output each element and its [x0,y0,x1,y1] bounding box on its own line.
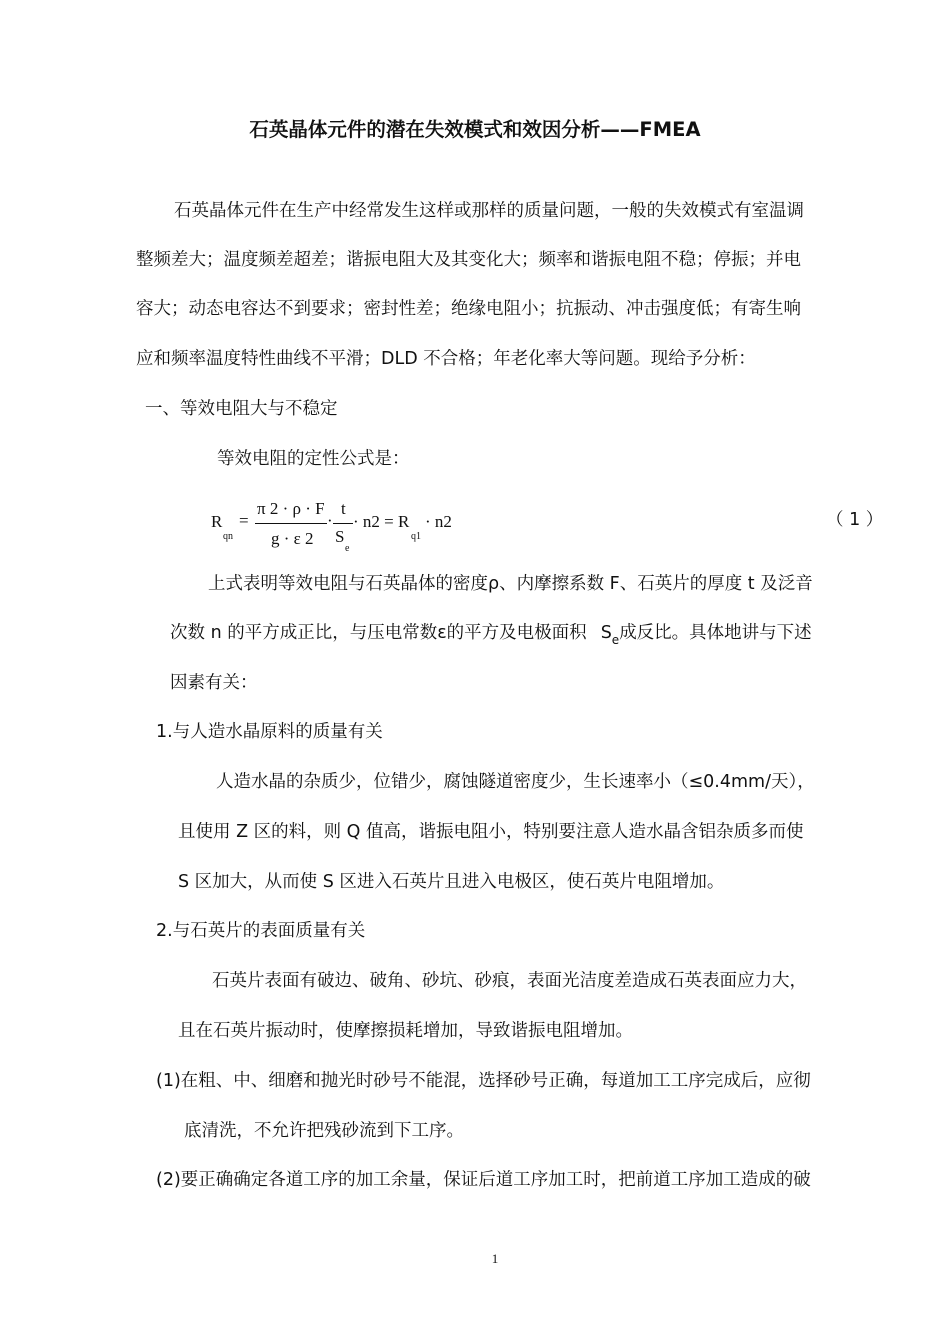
after-formula-line-2-text: 次数 n 的平方成正比，与压电常数ε的平方及电极面积 [170,623,587,643]
fraction-bar-1 [255,523,327,524]
formula-tail: · n2 [425,512,452,531]
after-formula-line-2-tail: 成反比。具体地讲与下述 [619,623,812,643]
formula-lhs: R [211,512,223,531]
fraction-bar-2 [333,523,353,524]
formula-dot: · [327,511,333,530]
electrode-area-subscript: e [611,633,620,647]
formula-lhs-subscript: qn [223,531,233,542]
formula-denominator: g · ε 2 [271,529,314,548]
formula-s-subscript: e [345,543,350,554]
electrode-area-symbol: S [600,623,612,643]
sub1-line-2: 底清洗，不允许把残砂流到下工序。 [184,1121,464,1141]
section-heading: 一、等效电阻大与不稳定 [145,399,338,419]
formula-numerator: π 2 · ρ · F [257,499,325,518]
document-title: 石英晶体元件的潜在失效模式和效因分析——FMEA [249,118,701,141]
formula-s: S [335,527,345,546]
item1-line-2: 且使用 Z 区的料，则 Q 值高，谐振电阻小，特别要注意人造水晶含铝杂质多而使 [178,822,804,842]
intro-line-1: 石英晶体元件在生产中经常发生这样或那样的质量问题，一般的失效模式有室温调 [174,201,804,221]
item1-line-1: 人造水晶的杂质少，位错少，腐蚀隧道密度少，生长速率小（≤0.4mm/天）， [216,772,815,792]
page-number: 1 [491,1251,499,1266]
item1-heading: 1.与人造水晶原料的质量有关 [156,722,383,742]
equivalent-resistance-formula [207,495,467,555]
after-formula-line-2 [170,621,812,652]
after-formula-line-3: 因素有关： [170,673,258,693]
formula-r-subscript: q1 [411,531,421,542]
intro-line-4: 应和频率温度特性曲线不平滑；DLD 不合格；年老化率大等问题。现给予分析： [136,349,756,369]
item2-heading: 2.与石英片的表面质量有关 [156,921,366,941]
sub1-line-1: (1)在粗、中、细磨和抛光时砂号不能混，选择砂号正确，每道加工工序完成后，应彻 [156,1071,811,1091]
formula-t: t [341,499,346,518]
sub2-line-1: (2)要正确确定各道工序的加工余量，保证后道工序加工时，把前道工序加工造成的破 [156,1170,811,1190]
formula-intro: 等效电阻的定性公式是： [217,449,410,469]
item2-line-1: 石英片表面有破边、破角、砂坑、砂痕，表面光洁度差造成石英表面应力大， [212,971,807,991]
formula-equals: = [239,511,249,530]
formula-middle: · n2 = R [353,512,410,531]
intro-line-2: 整频差大；温度频差超差；谐振电阻大及其变化大；频率和谐振电阻不稳；停振；并电 [136,250,801,270]
equation-number: （ 1 ） [826,510,884,530]
item1-line-3: S 区加大，从而使 S 区进入石英片且进入电极区，使石英片电阻增加。 [178,872,725,892]
after-formula-line-1: 上式表明等效电阻与石英晶体的密度ρ、内摩擦系数 F、石英片的厚度 t 及泛音 [208,574,813,594]
intro-line-3: 容大；动态电容达不到要求；密封性差；绝缘电阻小；抗振动、冲击强度低；有寄生响 [136,299,801,319]
item2-line-2: 且在石英片振动时，使摩擦损耗增加，导致谐振电阻增加。 [178,1021,633,1041]
